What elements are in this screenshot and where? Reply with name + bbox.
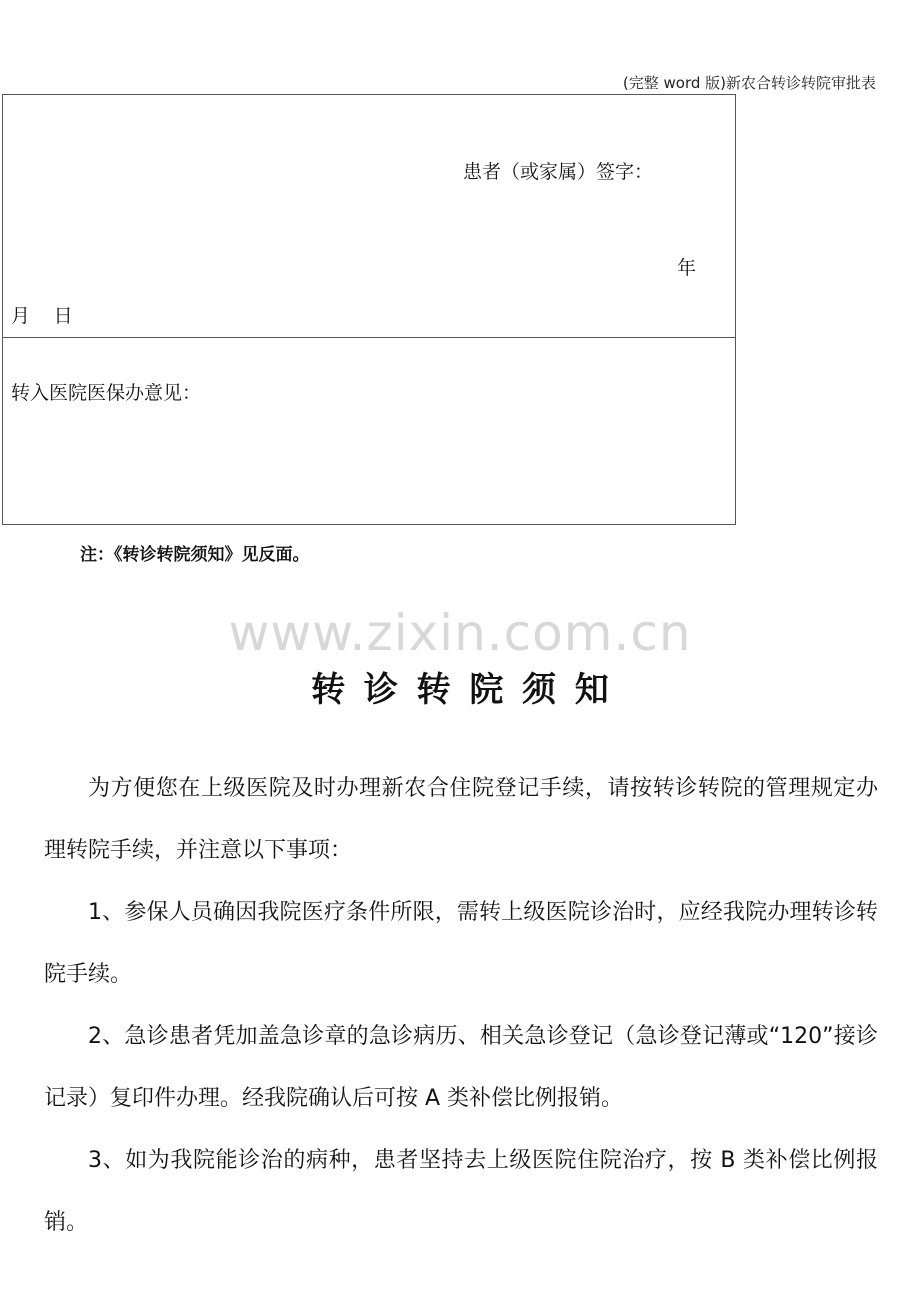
year-label: 年 (677, 257, 697, 279)
site-watermark: www.zixin.com.cn (228, 604, 692, 662)
notice-body (44, 758, 878, 1254)
notice-paragraph-intro: 为方便您在上级医院及时办理新农合住院登记手续，请按转诊转院的管理规定办理转院手续，并注意以下事项： (44, 776, 878, 863)
receiving-hospital-opinion-label: 转入医院医保办意见： (11, 382, 202, 404)
notice-paragraph-1: 1、参保人员确因我院医疗条件所限，需转上级医院诊治时，应经我院办理转诊转院手续。 (44, 900, 878, 987)
approval-form-table (2, 94, 736, 525)
notice-paragraph-2: 2、急诊患者凭加盖急诊章的急诊病历、相关急诊登记（急诊登记薄或“120”接诊记录）复印件办理。经我院确认后可按 A 类补偿比例报销。 (44, 1024, 878, 1111)
form-footnote: 注：《转诊转院须知》见反面。 (80, 545, 310, 565)
receiving-hospital-opinion-cell (3, 338, 735, 524)
patient-signature-cell (3, 95, 735, 338)
document-header-title: (完整 word 版)新农合转诊转院审批表 (622, 74, 876, 92)
notice-title: 转诊转院须知 (311, 670, 628, 710)
patient-signature-label: 患者（或家属）签字： (463, 161, 654, 183)
notice-paragraph-3: 3、如为我院能诊治的病种，患者坚持去上级医院住院治疗，按 B 类补偿比例报销。 (44, 1148, 878, 1235)
month-day-label: 月 日 (11, 305, 77, 327)
